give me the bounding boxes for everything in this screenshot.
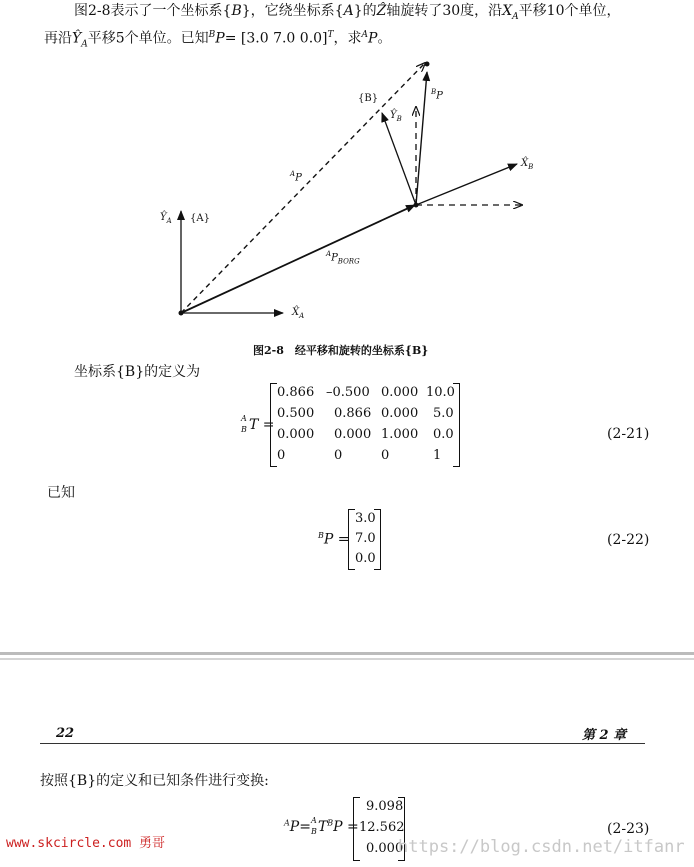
eq23-number: (2-23) [607, 821, 650, 837]
eq23-rhs-sup: B [327, 818, 334, 828]
watermark-right: https://blog.csdn.net/itfanr [398, 837, 685, 857]
apborg-letter: P [331, 252, 338, 264]
label-frame-a: {A} [190, 213, 210, 224]
matrix-cell: 0.000 [277, 427, 315, 442]
chapter-title: 第 2 章 [582, 728, 627, 743]
frame-A-symbol: A [343, 3, 354, 19]
intro-text: 平移10个单位， [518, 3, 621, 19]
xb-sub: B [528, 163, 534, 171]
matrix-cell: 0.866 [334, 406, 372, 421]
ya-subscript: A [81, 39, 88, 50]
label-apborg [326, 250, 360, 265]
bp-symbol: P [215, 30, 225, 47]
eq23-lhs [284, 818, 359, 836]
page-separator [0, 652, 694, 655]
eq21-matrix [270, 383, 460, 467]
intro-text: 平移5个单位。已知 [87, 30, 209, 47]
label-xb [521, 158, 533, 171]
eq22-lhs-sup: B [318, 531, 324, 540]
definition-text: 坐标系{B}的定义为 [74, 364, 201, 380]
header-rule [40, 743, 645, 744]
ap-letter: P [295, 172, 302, 184]
page-number: 22 [56, 726, 75, 741]
intro-text: 。 [377, 30, 392, 47]
intro-text: }的 [353, 3, 377, 19]
known-text: 已知 [47, 485, 75, 501]
watermark-left: www.skcircle.com 勇哥 [6, 836, 166, 851]
ya-symbol: Ŷ [72, 30, 82, 47]
eq23-lhs-sup: A [284, 818, 290, 828]
page-separator-shadow [0, 658, 694, 660]
vector-cell: 3.0 [355, 511, 376, 526]
label-frame-b: {B} [358, 93, 379, 104]
label-ya [160, 212, 172, 225]
figure-caption: 图2-8 经平移和旋转的坐标系{B} [253, 344, 429, 357]
transform-text: 按照{B}的定义和已知条件进行变换: [40, 773, 269, 789]
bp-vector [416, 72, 427, 205]
apborg-sub: BORG [337, 257, 360, 266]
xa-sub: A [299, 312, 305, 320]
matrix-cell: 0.000 [334, 427, 372, 442]
vector-cell: 0.000 [366, 841, 404, 856]
yb-sub: B [396, 115, 402, 123]
vector-cell: 0.0 [355, 551, 376, 566]
apborg-vector [181, 205, 415, 313]
xa-letter: X̂ [292, 307, 300, 318]
intro-text: 图2-8表示了一个坐标系{ [74, 3, 232, 19]
eq22-lhs [318, 531, 350, 548]
matrix-cell: 0 [381, 448, 390, 463]
ap-symbol: P [368, 30, 378, 47]
intro-text: 再沿 [44, 30, 72, 47]
eq22-number: (2-22) [607, 532, 650, 548]
eq22-matrix [348, 509, 381, 570]
matrix-cell: 1 [433, 448, 442, 463]
ya-sub: A [166, 217, 172, 225]
eq23-lhs-p: P= [289, 819, 311, 835]
intro-text: ，求 [333, 30, 362, 47]
eq23-mid-t: T [317, 819, 328, 835]
intro-text: 轴旋转了30度，沿 [386, 3, 503, 19]
eq21-number: (2-21) [607, 426, 650, 442]
xa-subscript: A [512, 11, 519, 22]
eq21-lhs-sub: B [241, 425, 247, 434]
ya-letter: Ŷ [160, 212, 167, 223]
ap-vector [181, 63, 425, 313]
eq21-lhs-sup: A [241, 414, 247, 423]
apborg-sup: A [326, 250, 332, 258]
eq21-lhs-t: T = [249, 417, 275, 433]
eq23-mid-sup: A [310, 816, 317, 825]
matrix-cell: –0.500 [326, 385, 370, 400]
ap-sup: A [290, 170, 296, 178]
bp-superscript: B [208, 30, 216, 40]
eq23-mid-sub: B [310, 827, 317, 836]
vector-cell: 7.0 [355, 531, 376, 546]
vector-cell: 9.098 [366, 799, 404, 814]
eq23-rhs-p: P = [333, 819, 359, 835]
matrix-cell: 0.500 [277, 406, 315, 421]
xa-symbol: X [502, 3, 513, 19]
eq22-lhs-p: P = [323, 531, 350, 548]
matrix-cell: 0 [334, 448, 343, 463]
z-axis-symbol: Ẑ [376, 3, 387, 19]
bp-letter: P [436, 90, 443, 102]
matrix-cell: 1.000 [381, 427, 419, 442]
intro-text: }，它绕坐标系{ [241, 3, 344, 19]
yb-letter: Ŷ [390, 110, 397, 121]
label-ap [290, 170, 302, 183]
bp-vector-value: = [3.0 7.0 0.0] [224, 30, 328, 47]
point-p-dot [425, 62, 430, 67]
frame-B-symbol: B [231, 3, 242, 19]
ap-superscript: A [361, 30, 369, 40]
matrix-cell: 0.866 [277, 385, 315, 400]
label-xa [292, 307, 304, 320]
figure-2-8-diagram [0, 0, 694, 340]
vector-cell: 12.562 [359, 820, 405, 835]
label-yb [390, 110, 402, 123]
bp-sup: B [431, 88, 437, 96]
xb-axis [416, 164, 517, 205]
matrix-cell: 0.000 [381, 406, 419, 421]
matrix-cell: 0.0 [433, 427, 454, 442]
transpose-symbol: T [327, 30, 334, 40]
matrix-cell: 5.0 [433, 406, 454, 421]
xb-letter: X̂ [521, 158, 529, 169]
matrix-cell: 0.000 [381, 385, 419, 400]
yb-axis [382, 113, 416, 205]
matrix-cell: 10.0 [426, 385, 455, 400]
matrix-cell: 0 [277, 448, 286, 463]
label-bp [431, 88, 443, 101]
